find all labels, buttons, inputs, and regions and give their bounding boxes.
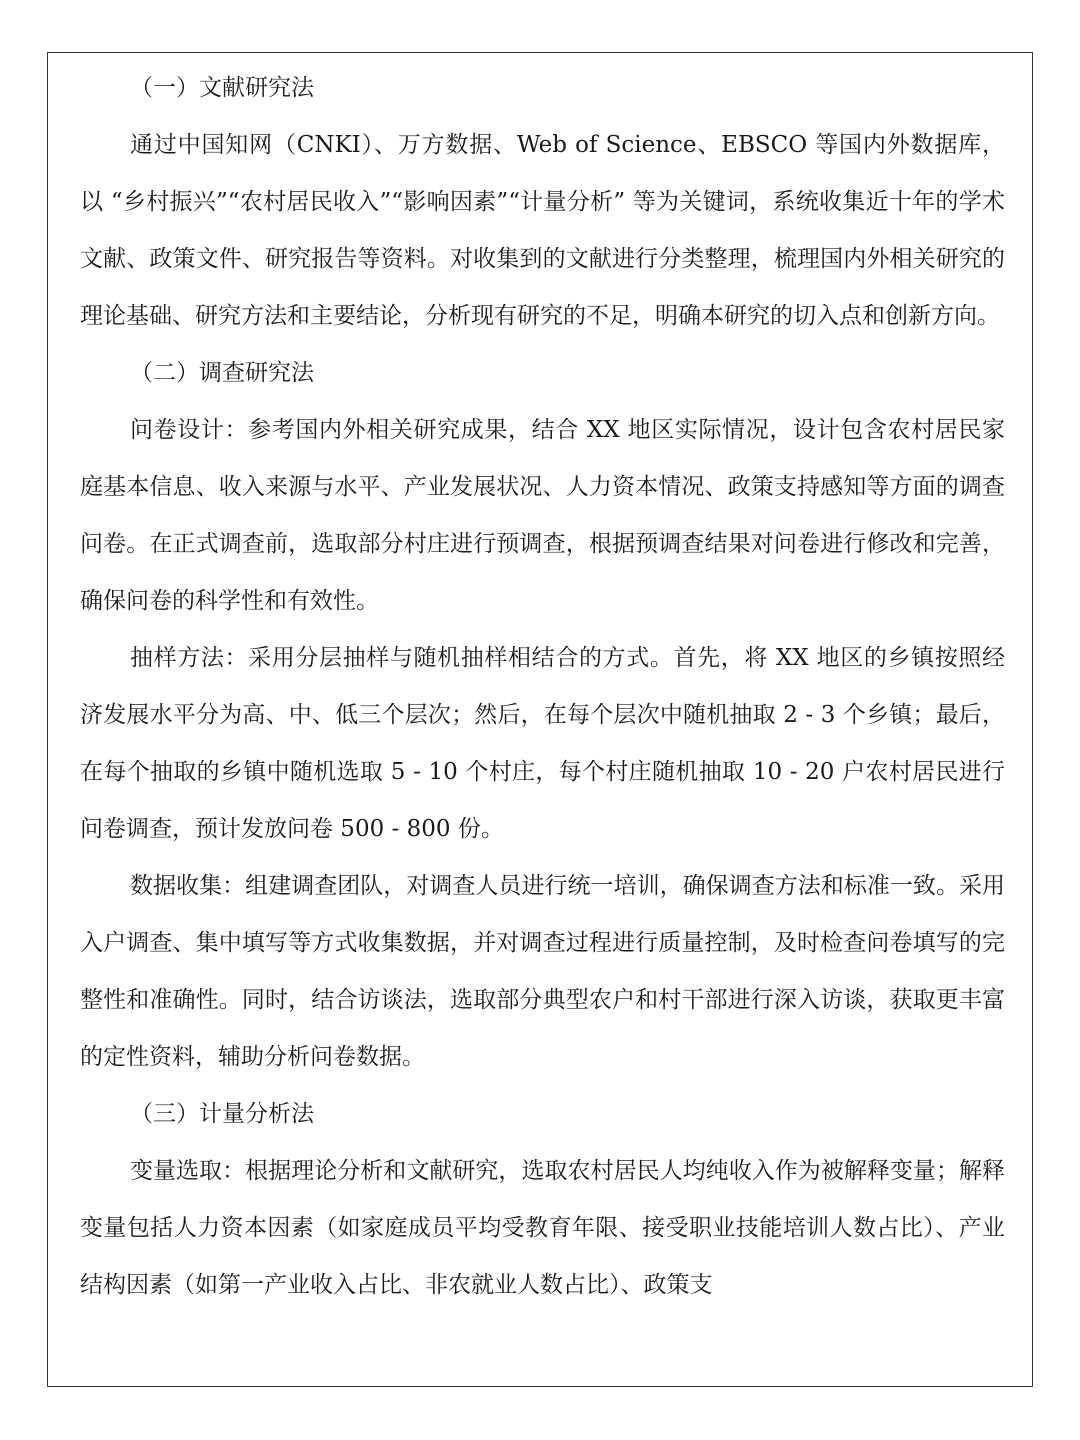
section-heading-literature: （一）文献研究法 <box>130 75 314 101</box>
paragraph-questionnaire-design: 问卷设计：参考国内外相关研究成果，结合 XX 地区实际情况，设计包含农村居民家庭基本信息、收入来源与水平、产业发展状况、人力资本情况、政策支持感知等方面的调查问卷。在正式调查前，选取部分村庄进行预调查，根据预调查结果对问卷进行修改和完善，确保问卷的科学性和有效性。 <box>80 417 1005 614</box>
paragraph-sampling-method: 抽样方法：采用分层抽样与随机抽样相结合的方式。首先，将 XX 地区的乡镇按照经济发展水平分为高、中、低三个层次；然后，在每个层次中随机抽取 2 - 3 个乡镇；最后，在每个抽取的乡镇中随机选取 5 - 10 个村庄，每个村庄随机抽取 10 - 20 户农村居民进行问卷调查，预计发放问卷 500 - 800 份。 <box>80 645 1005 842</box>
paragraph-literature-method: 通过中国知网（CNKI）、万方数据、Web of Science、EBSCO 等国内外数据库，以 “乡村振兴”“农村居民收入”“影响因素”“计量分析” 等为关键词，系统收集近十年的学术文献、政策文件、研究报告等资料。对收集到的文献进行分类整理，梳理国内外相关研究的理论基础、研究方法和主要结论，分析现有研究的不足，明确本研究的切入点和创新方向。 <box>80 132 1005 329</box>
section-heading-econometric: （三）计量分析法 <box>130 1101 314 1127</box>
paragraph-variable-selection: 变量选取：根据理论分析和文献研究，选取农村居民人均纯收入作为被解释变量；解释变量包括人力资本因素（如家庭成员平均受教育年限、接受职业技能培训人数占比）、产业结构因素（如第一产业收入占比、非农就业人数占比）、政策支 <box>80 1158 1005 1298</box>
document-body <box>80 60 1005 1314</box>
document-frame <box>47 52 1033 1387</box>
paragraph-data-collection: 数据收集：组建调查团队，对调查人员进行统一培训，确保调查方法和标准一致。采用入户调查、集中填写等方式收集数据，并对调查过程进行质量控制，及时检查问卷填写的完整性和准确性。同时，结合访谈法，选取部分典型农户和村干部进行深入访谈，获取更丰富的定性资料，辅助分析问卷数据。 <box>80 873 1005 1070</box>
section-heading-survey: （二）调查研究法 <box>130 360 314 386</box>
